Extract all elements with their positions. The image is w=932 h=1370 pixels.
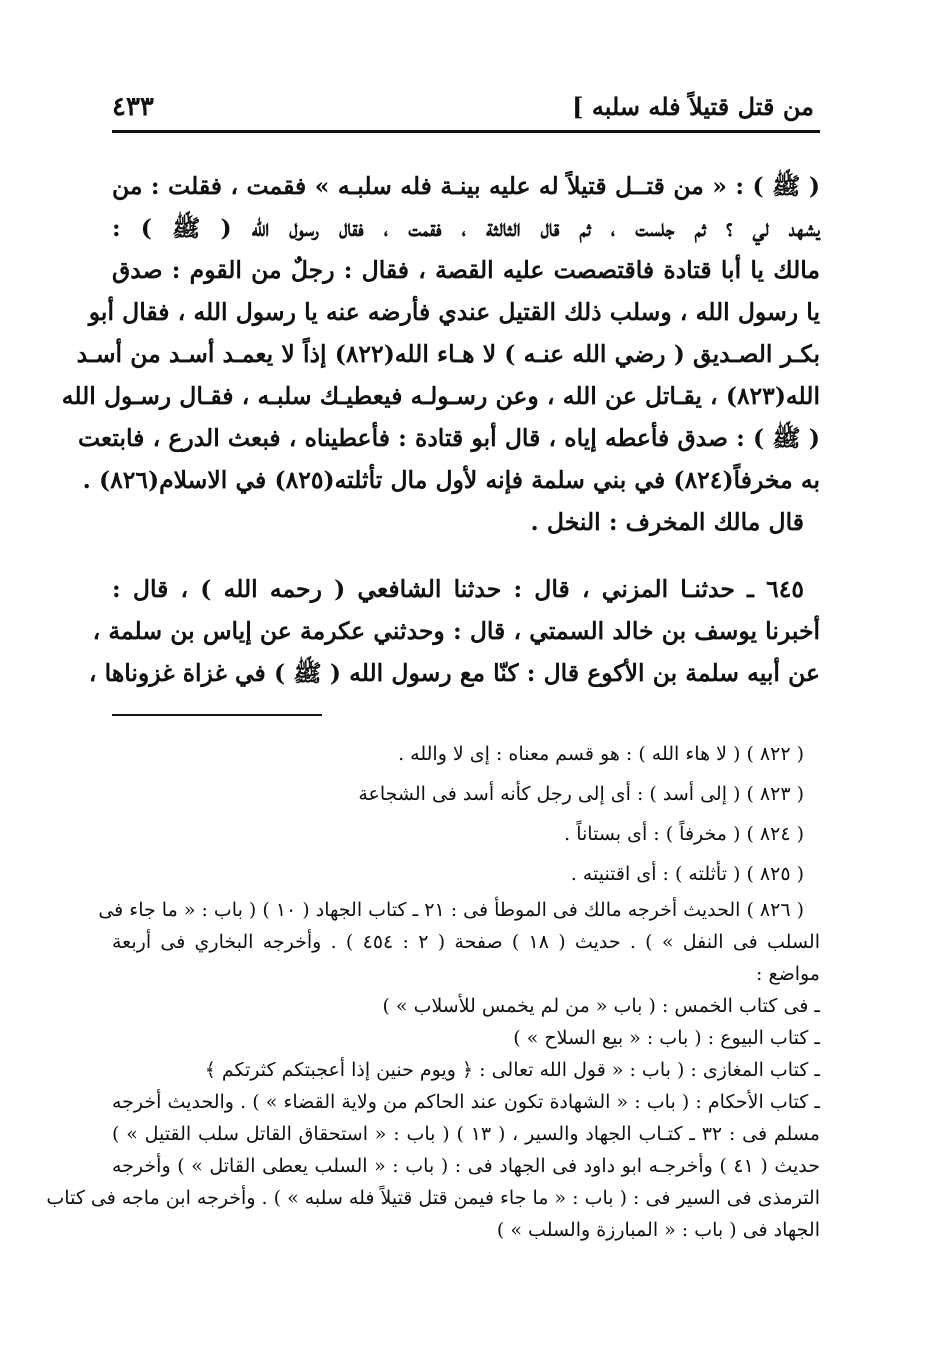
hadith-line: عن أبيه سلمة بن الأكوع قال : كنّا مع رسول الله ( ﷺ ) في غزاة غزوناها ، bbox=[88, 659, 820, 687]
main-line: الله(٨٢٣) ، يقـاتل عن الله ، وعن رسـولـه فيعطيـك سلبـه ، فقـال رسـول الله bbox=[61, 382, 820, 410]
page-number: ٤٣٣ bbox=[112, 92, 154, 122]
footnote-824: ( ٨٢٤ ) ( مخرفاً ) : أى بستاناً . bbox=[564, 823, 804, 845]
hadith-line: ٦٤٥ ـ حدثنـا المزني ، قال : حدثنا الشافعي ( رحمه الله ) ، قال : bbox=[112, 575, 804, 603]
page-header bbox=[112, 88, 814, 128]
footnotes bbox=[46, 734, 821, 1246]
hadith-645 bbox=[88, 568, 820, 694]
hadith-line: أخبرنا يوسف بن خالد السمتي ، قال : وحدثني عكرمة عن إياس بن سلمة ، bbox=[92, 617, 820, 645]
main-line: ( ﷺ ) : صدق فأعطه إياه ، قال أبو قتادة : فأعطيناه ، فبعث الدرع ، فابتعت bbox=[77, 424, 820, 452]
footnote-826-line: مواضع : bbox=[756, 963, 820, 985]
footnote-826-line: السلب فى النفل » ) . حديث ( ١٨ ) صفحة ( ٢ : ٤٥٤ ) . وأخرجه البخاري فى أربعة bbox=[112, 931, 820, 953]
footnote-826-line: حديث ( ٤١ ) وأخرجـه ابو داود فى الجهاد فى : ( باب : « السلب يعطى القاتل » ) وأخرجه bbox=[112, 1155, 821, 1177]
footnote-826-line: ( ٨٢٦ ) الحديث أخرجه مالك فى الموطأ فى : ٢١ ـ كتاب الجهاد ( ١٠ ) ( باب : « ما جاء فى bbox=[98, 899, 804, 921]
footnote-823: ( ٨٢٣ ) ( إلى أسد ) : أى إلى رجل كأنه أسد فى الشجاعة bbox=[358, 783, 804, 805]
header-rule bbox=[112, 130, 820, 133]
footnote-826-line: الجهاد فى ( باب : « المبارزة والسلب » ) bbox=[496, 1219, 820, 1241]
footnote-826-line: ـ كتاب الأحكام : ( باب : « الشهادة تكون عند الحاكم من ولاية القضاء » ) . والحديث أخرجه bbox=[112, 1091, 820, 1113]
main-line: مالك يا أبا قتادة فاقتصصت عليه القصة ، فقال : رجلٌ من القوم : صدق bbox=[112, 256, 820, 284]
footnote-rule bbox=[112, 714, 322, 716]
footnote-826-line: ـ فى كتاب الخمس : ( باب « من لم يخمس للأسلاب » ) bbox=[382, 995, 820, 1017]
main-text bbox=[61, 165, 820, 543]
footnote-822: ( ٨٢٢ ) ( لا هاء الله ) : هو قسم معناه : إى لا والله . bbox=[398, 743, 804, 765]
main-line: به مخرفاً(٨٢٤) في بني سلمة فإنه لأول مال تأثلته(٨٢٥) في الاسلام(٨٢٦) . bbox=[82, 466, 820, 494]
main-line: بكـر الصـديق ( رضي الله عنـه ) لا هـاء الله(٨٢٢) إذاً لا يعمـد أسـد من أسـد bbox=[76, 340, 820, 368]
main-line: يا رسول الله ، وسلب ذلك القتيل عندي فأرضه عنه يا رسول الله ، فقال أبو bbox=[88, 298, 820, 326]
running-head: من قتل قتيلاً فله سلبه ] bbox=[572, 92, 814, 121]
main-line: ( ﷺ ) : « من قتــل قتيلاً له عليه بينـة فله سلبـه » فقمت ، فقلت : من bbox=[112, 172, 820, 200]
footnote-826-line: ـ كتاب البيوع : ( باب : « بيع السلاح » ) bbox=[513, 1027, 820, 1049]
main-line: يشهد لي ؟ ثم جلست ، ثم قال الثالثة ، فقمت ، فقال رسول الله ( ﷺ ) : bbox=[112, 214, 820, 242]
footnote-826-line: مسلم فى : ٣٢ ـ كتـاب الجهاد والسير ، ( ١٣ ) ( باب : « استحقاق القاتل سلب القتيل » ) bbox=[112, 1123, 820, 1145]
main-line: قال مالك المخرف : النخل . bbox=[530, 508, 804, 536]
footnote-826-line: ـ كتاب المغازى : ( باب : « قول الله تعالى : ﴿ ويوم حنين إذا أعجبتكم كثرتكم ﴾ bbox=[204, 1059, 820, 1081]
footnote-826-line: الترمذى فى السير فى : ( باب : « ما جاء فيمن قتل قتيلاً فله سلبه » ) . وأخرجه ابن ماجه فى كتاب bbox=[46, 1187, 820, 1209]
footnote-825: ( ٨٢٥ ) ( تأثلته ) : أى اقتنيته . bbox=[570, 863, 804, 885]
